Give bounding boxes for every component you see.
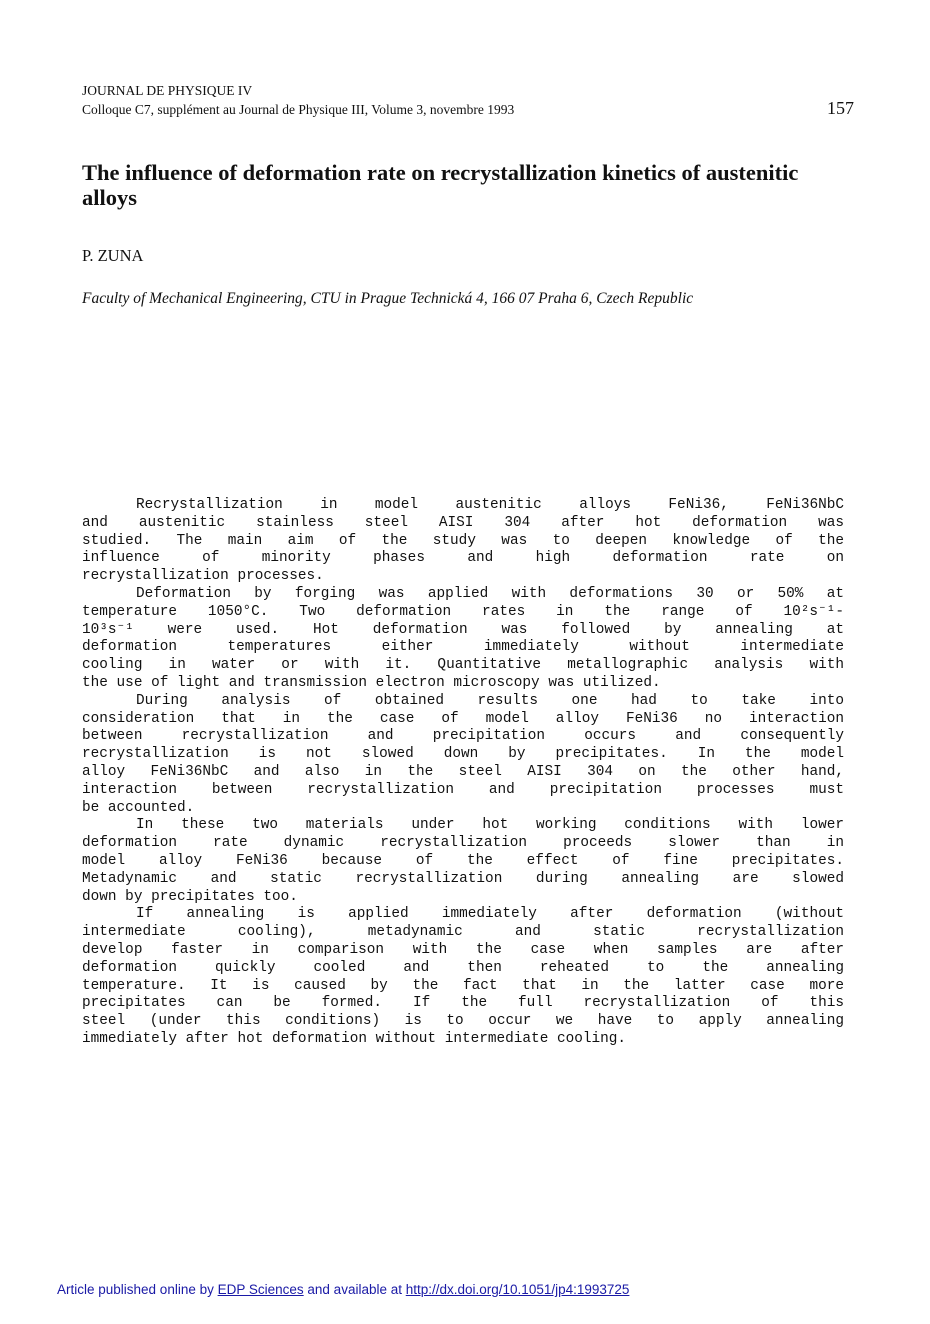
body-line: Recrystallization in model austenitic alloys FeNi36, FeNi36NbC xyxy=(136,497,844,513)
body-line: recrystallization processes. xyxy=(82,568,324,585)
body-line: deformation temperatures either immediately without intermediate xyxy=(82,639,844,656)
body-line: immediately after hot deformation without intermediate cooling. xyxy=(82,1030,627,1047)
body-line: 10³s⁻¹ were used. Hot deformation was followed by annealing at xyxy=(82,621,844,638)
body-line: interaction between recrystallization and precipitation processes must xyxy=(82,781,844,798)
body-line: be accounted. xyxy=(82,799,195,816)
body-line: consideration that in the case of model alloy FeNi36 no interaction xyxy=(82,710,844,727)
body-line: deformation rate dynamic recrystallization proceeds slower than in xyxy=(82,835,844,852)
journal-name: JOURNAL DE PHYSIQUE IV xyxy=(82,83,253,98)
body-line: influence of minority phases and high deformation rate on xyxy=(82,550,844,567)
body-line: If annealing is applied immediately after deformation (without xyxy=(136,906,844,923)
body-line: intermediate cooling), metadynamic and static recrystallization xyxy=(82,924,844,941)
page-number: 157 xyxy=(827,98,854,118)
author-name: P. ZUNA xyxy=(82,246,144,265)
publication-footer xyxy=(57,1282,629,1297)
footer-middle: and available at xyxy=(303,1282,406,1297)
body-line: down by precipitates too. xyxy=(82,888,298,905)
body-line: precipitates can be formed. If the full recrystallization of this xyxy=(82,995,844,1012)
body-line: During analysis of obtained results one had to take into xyxy=(136,692,844,709)
body-line: studied. The main aim of the study was to deepen knowledge of the xyxy=(82,532,844,549)
publisher-link[interactable]: EDP Sciences xyxy=(217,1282,304,1297)
body-line: recrystallization is not slowed down by precipitates. In the model xyxy=(82,746,844,763)
body-line: In these two materials under hot working conditions with lower xyxy=(136,817,844,834)
paper-title: The influence of deformation rate on recrystallization kinetics of austenitic alloys xyxy=(82,160,799,210)
body-line: temperature. It is caused by the fact that in the latter case more xyxy=(82,977,844,994)
body-line: and austenitic stainless steel AISI 304 after hot deformation was xyxy=(82,514,844,531)
body-line: cooling in water or with it. Quantitative metallographic analysis with xyxy=(82,657,844,674)
affiliation: Faculty of Mechanical Engineering, CTU in Prague Technická 4, 166 07 Praha 6, Czech Republic xyxy=(82,290,694,307)
body-line: steel (under this conditions) is to occur we have to apply annealing xyxy=(82,1013,844,1030)
body-line: Deformation by forging was applied with deformations 30 or 50% at xyxy=(136,585,844,602)
body-line: model alloy FeNi36 because of the effect of fine precipitates. xyxy=(82,852,844,869)
doi-link[interactable]: http://dx.doi.org/10.1051/jp4:1993725 xyxy=(405,1282,630,1297)
body-line: temperature 1050°C. Two deformation rates in the range of 10²s⁻¹- xyxy=(82,603,844,620)
body-line: between recrystallization and precipitation occurs and consequently xyxy=(82,728,844,745)
body-line: deformation quickly cooled and then reheated to the annealing xyxy=(82,959,844,976)
footer-prefix: Article published online by xyxy=(57,1282,218,1297)
colloque-line: Colloque C7, supplément au Journal de Physique III, Volume 3, novembre 1993 xyxy=(82,102,515,117)
body-line: alloy FeNi36NbC and also in the steel AISI 304 on the other hand, xyxy=(82,763,844,780)
abstract-body xyxy=(82,497,844,1049)
body-line: Metadynamic and static recrystallization during annealing are slowed xyxy=(82,870,844,887)
body-line: develop faster in comparison with the case when samples are after xyxy=(82,941,844,958)
body-line: the use of light and transmission electron microscopy was utilized. xyxy=(82,674,661,691)
